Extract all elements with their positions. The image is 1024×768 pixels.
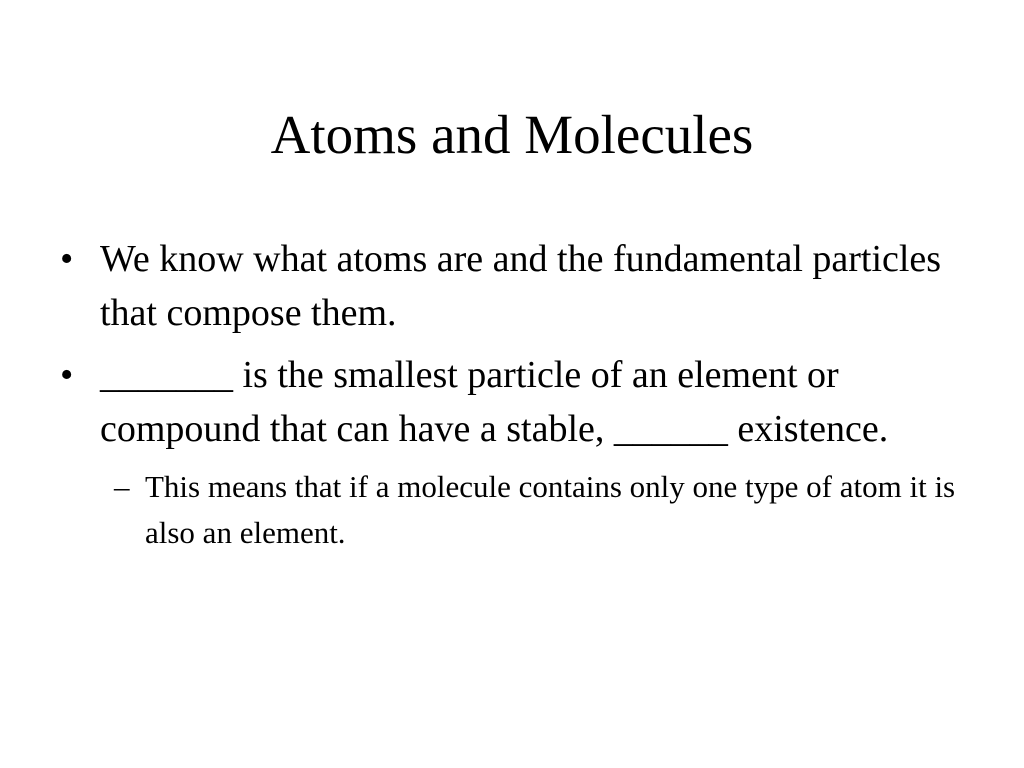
bullet-marker: • [60, 354, 74, 396]
bullet-text: We know what atoms are and the fundamental particles that compose them. [100, 238, 942, 334]
sub-bullet-marker: – [114, 469, 130, 504]
slide-title: Atoms and Molecules [270, 104, 754, 165]
bullet-item [60, 348, 980, 456]
sub-bullet-item [60, 464, 980, 556]
bullet-text: _______ is the smallest particle of an element or compound that can have a stable, ______ existence. [100, 354, 889, 450]
bullet-item [60, 232, 980, 340]
bullet-list [60, 232, 980, 556]
bullet-marker: • [60, 238, 74, 280]
sub-bullet-text: This means that if a molecule contains only one type of atom it is also an element. [145, 469, 956, 550]
